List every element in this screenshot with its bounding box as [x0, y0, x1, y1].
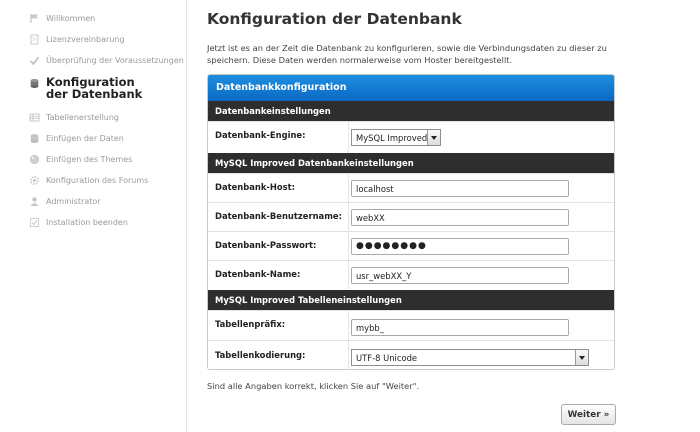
encoding-label: Tabellenkodierung:: [215, 350, 306, 360]
installer-steps-sidebar: [0, 0, 187, 432]
step-label: Konfiguration des Forums: [46, 176, 149, 185]
row-password: [208, 231, 614, 260]
panel-title: Datenbankkonfiguration: [208, 75, 614, 101]
prefix-label: Tabellenpräfix:: [215, 319, 286, 329]
next-button[interactable]: Weiter »: [561, 404, 616, 425]
row-dbname: [208, 260, 614, 289]
host-label: Datenbank-Host:: [215, 182, 296, 192]
password-label: Datenbank-Passwort:: [215, 240, 317, 250]
gear-icon: [29, 175, 40, 186]
step-label: Einfügen der Daten: [46, 134, 124, 143]
database-insert-icon: [29, 133, 40, 144]
theme-icon: [29, 154, 40, 165]
step-label: Lizenzvereinbarung: [46, 35, 125, 44]
row-host: [208, 173, 614, 202]
prefix-input[interactable]: mybb_: [351, 319, 569, 336]
password-input[interactable]: ●●●●●●●●: [351, 238, 569, 255]
engine-select[interactable]: [351, 129, 441, 146]
table-icon: [29, 112, 40, 123]
step-label: Einfügen des Themes: [46, 155, 133, 164]
step-label: Konfiguration der Datenbank: [46, 75, 143, 101]
chevron-down-icon[interactable]: [427, 130, 440, 145]
footer-hint: Sind alle Angaben korrekt, klicken Sie auf "Weiter".: [207, 381, 420, 391]
user-icon: [29, 196, 40, 207]
step-label: Willkommen: [46, 14, 96, 23]
database-icon: [29, 78, 40, 89]
host-input[interactable]: localhost: [351, 180, 569, 197]
database-config-panel: [207, 74, 615, 370]
document-icon: [29, 34, 40, 45]
engine-label: Datenbank-Engine:: [215, 130, 306, 140]
engine-selected-value: MySQL Improved: [356, 133, 428, 143]
section-header-table-settings: MySQL Improved Tabelleneinstellungen: [208, 290, 614, 310]
row-username: [208, 202, 614, 231]
step-label: Installation beenden: [46, 218, 128, 227]
chevron-down-icon[interactable]: [575, 350, 588, 365]
checkmark-icon: [29, 55, 40, 66]
username-label: Datenbank-Benutzername:: [215, 211, 342, 221]
section-header-mysql-settings: MySQL Improved Datenbankeinstellungen: [208, 153, 614, 173]
page-title: Konfiguration der Datenbank: [207, 10, 462, 28]
finish-icon: [29, 217, 40, 228]
step-label: Überprüfung der Voraussetzungen: [46, 56, 184, 65]
step-label: Administrator: [46, 197, 101, 206]
encoding-selected-value: UTF-8 Unicode: [356, 353, 418, 363]
step-label: Tabellenerstellung: [46, 113, 120, 122]
username-input[interactable]: webXX: [351, 209, 569, 226]
row-encoding: [208, 340, 614, 370]
dbname-label: Datenbank-Name:: [215, 269, 301, 279]
encoding-select[interactable]: [351, 349, 589, 366]
dbname-input[interactable]: usr_webXX_Y: [351, 267, 569, 284]
row-prefix: [208, 310, 614, 340]
section-header-db-settings: Datenbankeinstellungen: [208, 101, 614, 121]
intro-text: Jetzt ist es an der Zeit die Datenbank zu konfigurieren, sowie die Verbindungsdaten zu dieser zu speichern. Diese Daten werden normalerweise vom Hoster bereitgestellt.: [207, 43, 607, 65]
flag-icon: [29, 13, 40, 24]
row-engine: [208, 121, 614, 153]
